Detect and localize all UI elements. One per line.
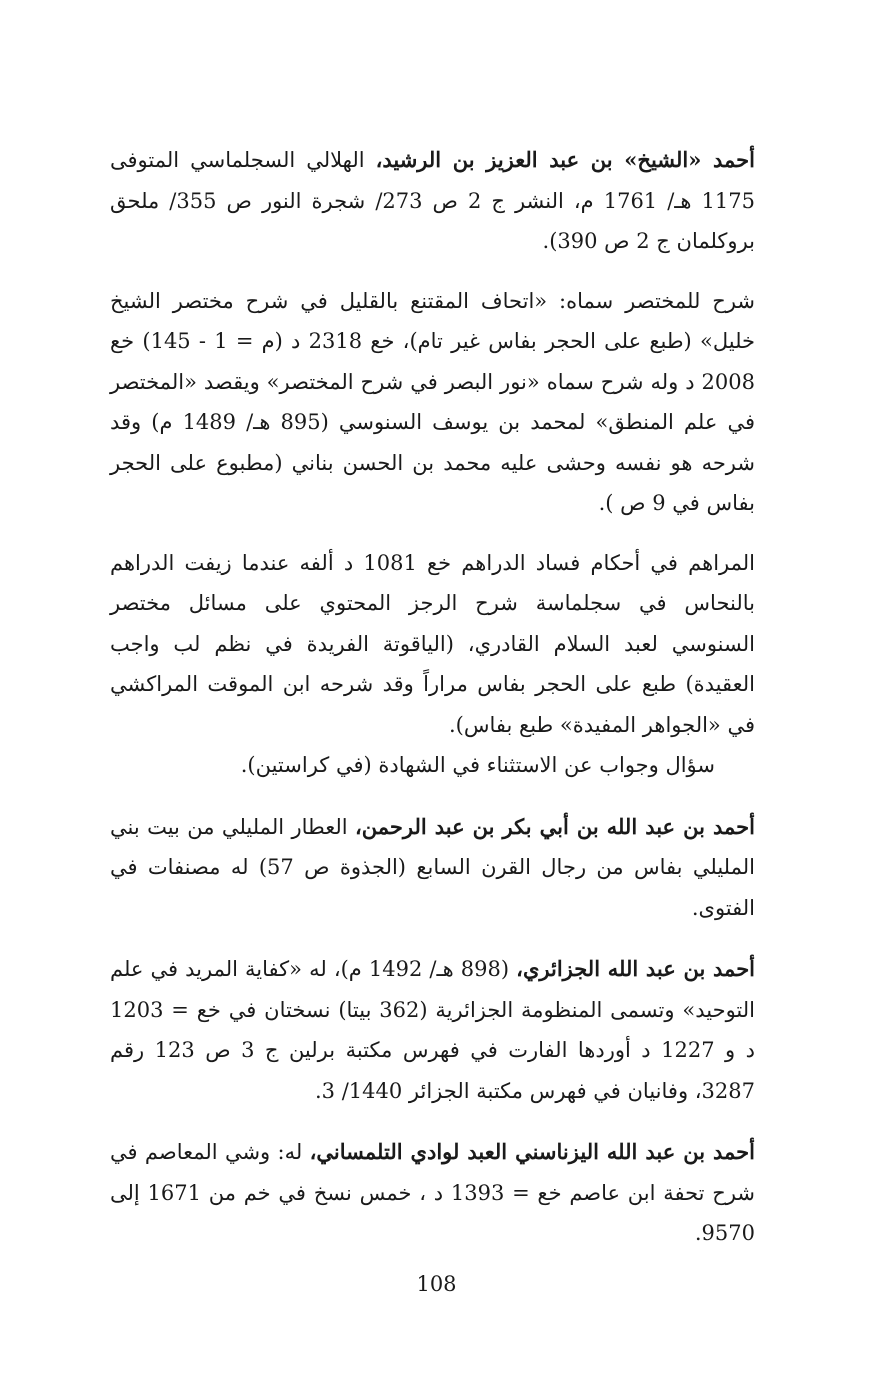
page-number: 108	[416, 1272, 457, 1296]
entry-name: أحمد بن عبد الله اليزناسني العبد لوادي التلمساني،	[309, 1139, 755, 1164]
entry-paragraph	[110, 140, 755, 262]
entry-ahmad-al-yaznasni	[110, 1132, 755, 1254]
entry-paragraph: المراهم في أحكام فساد الدراهم خع 1081 د ألفه عندما زيفت الدراهم بالنحاس في سجلماسة شرح الرجز المحتوي على مسائل مختصر السنوسي لعبد السلام القادري، (الياقوتة الفريدة في نظم لب واجب العقيدة) طبع على الحجر بفاس مراراً وقد شرحه ابن الموقت المراكشي في «الجواهر المفيدة» طبع بفاس).	[110, 550, 755, 737]
entry-paragraph: شرح للمختصر سماه: «اتحاف المقتنع بالقليل في شرح مختصر الشيخ خليل» (طبع على الحجر بفاس غير تام)، خع 2318 د (م = 1 - 145) خع 2008 د وله شرح سماه «نور البصر في شرح المختصر» ويقصد «المختصر في علم المنطق» لمحمد بن يوسف السنوسي (895 هـ/ 1489 م) وقد شرحه هو نفسه وحشى عليه محمد بن الحسن بناني (مطبوع على الحجر بفاس في 9 ص ).	[110, 288, 755, 515]
entry-text: العطار المليلي من بيت بني المليلي بفاس من رجال القرن السابع (الجذوة ص 57) له مصنفات في الفتوى.	[110, 814, 755, 920]
entry-name: أحمد «الشيخ» بن عبد العزيز بن الرشيد،	[375, 147, 755, 172]
entry-name: أحمد بن عبد الله بن أبي بكر بن عبد الرحمن،	[355, 813, 755, 839]
entry-text: (898 هـ/ 1492 م)، له «كفاية المريد في علم التوحيد» وتسمى المنظومة الجزائرية (362 بيتا) نسختان في خع = 1203 د و 1227 د أوردها الفارت في فهرس مكتبة برلين ج 3 ص 123 رقم 3287، وفانيان في فهرس مكتبة الجزائر 1440/ 3.	[110, 957, 755, 1103]
entry-text: الهلالي السجلماسي المتوفى 1175 هـ/ 1761 م، النشر ج 2 ص 273/ شجرة النور ص 355/ ملحق بروكلمان ج 2 ص 390).	[110, 148, 755, 253]
entry-paragraph	[110, 949, 755, 1111]
page-body	[110, 140, 755, 1275]
entry-ahmad-al-rashid	[110, 140, 755, 786]
entry-name: أحمد بن عبد الله الجزائري،	[516, 956, 756, 981]
entry-ahmad-al-jazairi	[110, 949, 755, 1111]
entry-text: له: وشي المعاصم في شرح تحفة ابن عاصم خع = 1393 د ، خمس نسخ في خم من 1671 إلى 9570.	[110, 1140, 755, 1245]
entry-paragraph	[110, 807, 755, 929]
entry-paragraph: سؤال وجواب عن الاستثناء في الشهادة (في كراستين).	[240, 753, 715, 777]
entry-paragraph	[110, 1132, 755, 1254]
entry-ahmad-al-attar	[110, 807, 755, 929]
